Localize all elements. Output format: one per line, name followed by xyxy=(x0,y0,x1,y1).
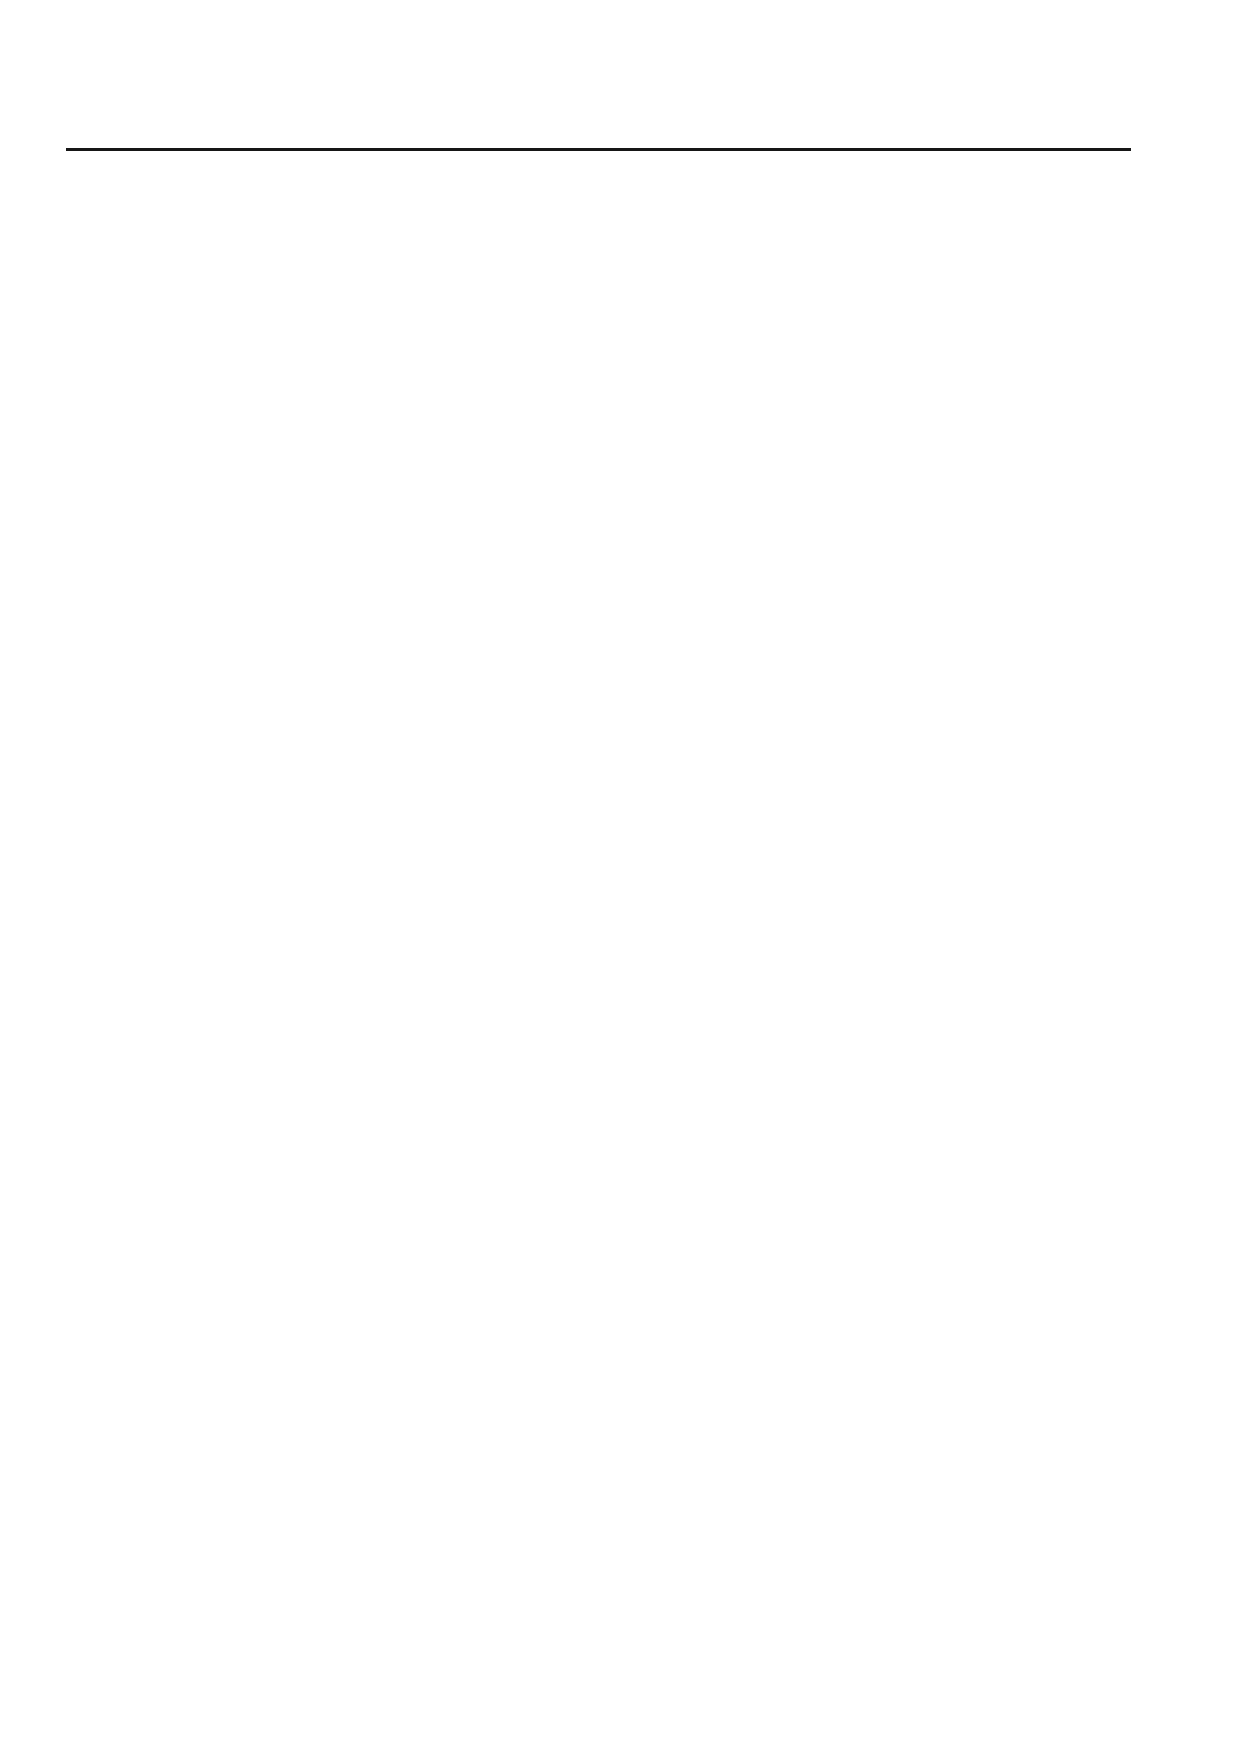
toc-list-chapter-3 xyxy=(0,0,1241,106)
footer-rule xyxy=(66,148,1131,151)
